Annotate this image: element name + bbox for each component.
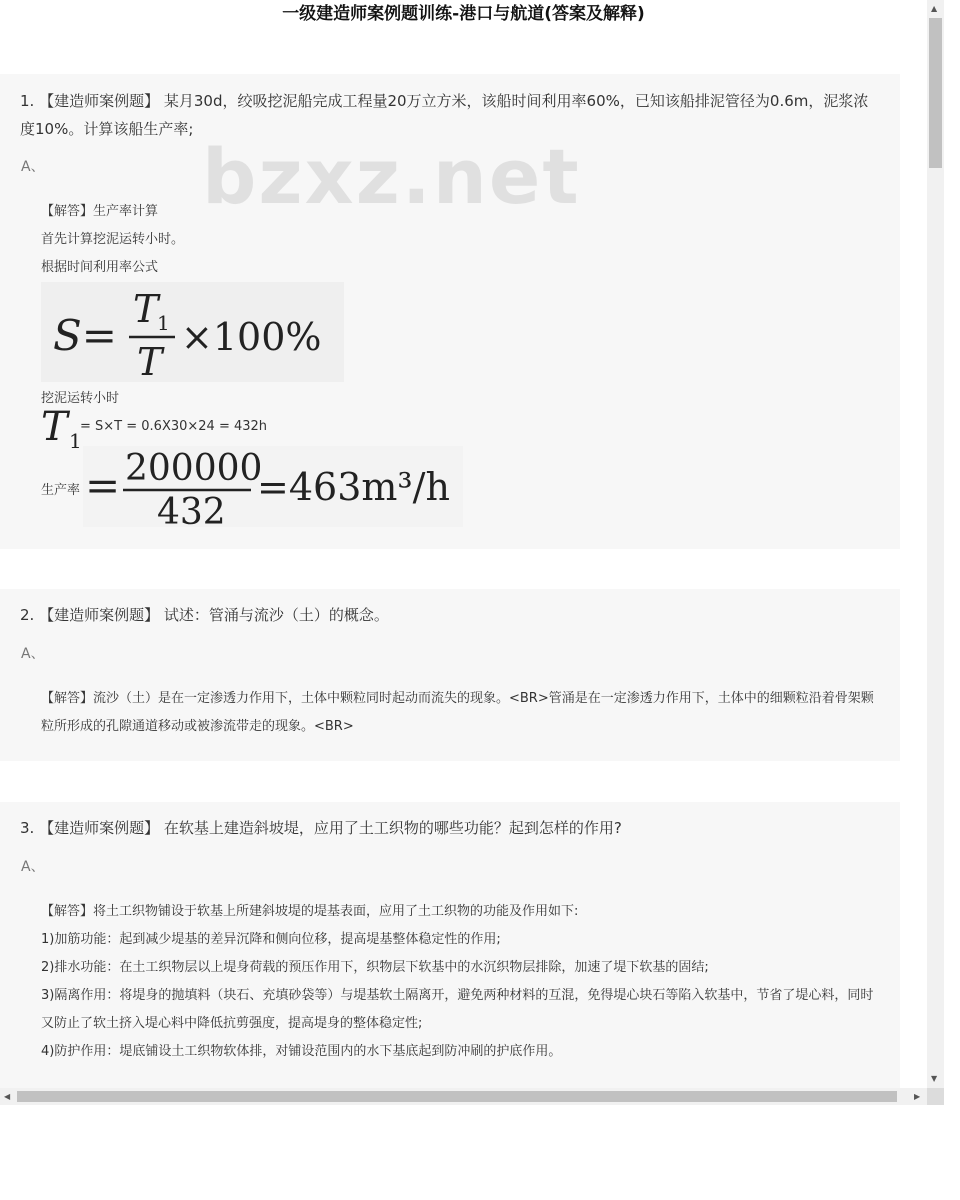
formula-denominator: T <box>137 340 163 382</box>
formula-productivity <box>83 446 463 527</box>
t1-calculation: = S×T = 0.6X30×24 = 432h <box>80 419 268 434</box>
t1-expression <box>41 406 301 450</box>
formula-time-utilization <box>41 282 344 382</box>
watermark: bzxz.net <box>202 132 581 221</box>
svg-text:T: T <box>41 406 68 450</box>
answer-line: 【解答】流沙（土）是在一定渗透力作用下，土体中颗粒同时起动而流失的现象。<BR>管涌是在一定渗透力作用下，土体中的细颗粒沿着骨架颗粒所形成的孔隙通道移动或被渗流带走的现象。<BR> <box>41 691 874 734</box>
svg-text:1: 1 <box>69 429 82 450</box>
answer-line: 2)排水功能：在土工织物层以上堤身荷载的预压作用下，织物层下软基中的水沉织物层排除，加速了堤下软基的固结; <box>41 960 709 975</box>
svg-text:=: = <box>85 461 121 510</box>
formula-numerator-sub: 1 <box>157 311 170 335</box>
answer-line: 【解答】生产率计算 <box>41 204 159 219</box>
formula-denominator: 432 <box>157 492 226 527</box>
scroll-right-icon[interactable]: ▶ <box>914 1092 921 1101</box>
answer-option-a: A、 <box>21 646 45 662</box>
answer-option-a: A、 <box>21 159 45 175</box>
formula-lhs: S= <box>53 311 117 360</box>
answer-line: 根据时间利用率公式 <box>41 260 159 275</box>
formula-rhs: =463m³/h <box>257 465 450 509</box>
question-body: 【建造师案例题】 在软基上建造斜坡堤，应用了土工织物的哪些功能？起到怎样的作用? <box>39 819 622 837</box>
answer-line: 挖泥运转小时 <box>41 391 120 406</box>
formula-rhs: ×100% <box>181 315 322 359</box>
answer-block <box>41 898 881 1066</box>
question-number: 1. <box>20 92 35 110</box>
scroll-left-icon[interactable]: ◀ <box>4 1092 11 1101</box>
question-body: 【建造师案例题】 试述：管涌与流沙（土）的概念。 <box>39 606 389 624</box>
formula-svg <box>41 282 344 382</box>
answer-line: 首先计算挖泥运转小时。 <box>41 232 185 247</box>
formula-numerator: 200000 <box>125 448 263 489</box>
horizontal-scroll-thumb[interactable] <box>17 1091 897 1102</box>
formula-numerator: T <box>133 287 159 331</box>
answer-line: 【解答】将土工织物铺设于软基上所建斜坡堤的堤基表面，应用了土工织物的功能及作用如下: <box>41 904 579 919</box>
scroll-down-icon[interactable]: ▼ <box>931 1074 938 1083</box>
answer-block <box>41 685 881 741</box>
question-number: 2. <box>20 606 35 624</box>
scrollbar-corner <box>927 1088 944 1105</box>
formula-svg <box>83 446 463 527</box>
question-text <box>20 814 882 842</box>
question-text <box>20 601 882 629</box>
question-body: 【建造师案例题】 某月30d，绞吸挖泥船完成工程量20万立方米，该船时间利用率60%，已知该船排泥管径为0.6m，泥浆浓度10%。计算该船生产率; <box>20 92 869 138</box>
answer-line: 1)加筋功能：起到减少堤基的差异沉降和侧向位移，提高堤基整体稳定性的作用; <box>41 932 501 947</box>
scroll-up-icon[interactable]: ▲ <box>931 4 938 13</box>
question-card-3 <box>0 802 900 1088</box>
vertical-scroll-thumb[interactable] <box>929 18 942 168</box>
productivity-label: 生产率 <box>41 483 81 498</box>
question-card-2 <box>0 589 900 761</box>
answer-line: 4)防护作用：堤底铺设土工织物软体排，对铺设范围内的水下基底起到防冲刷的护底作用。 <box>41 1044 562 1059</box>
page-title: 一级建造师案例题训练-港口与航道(答案及解释) <box>282 4 645 24</box>
answer-line: 3)隔离作用：将堤身的抛填料（块石、充填砂袋等）与堤基软土隔离开，避免两种材料的互混，免得堤心块石等陷入软基中，节省了堤心料，同时又防止了软土挤入堤心料中降低抗剪强度，提高堤身的整体稳定性; <box>41 988 874 1031</box>
question-number: 3. <box>20 819 35 837</box>
answer-option-a: A、 <box>21 859 45 875</box>
